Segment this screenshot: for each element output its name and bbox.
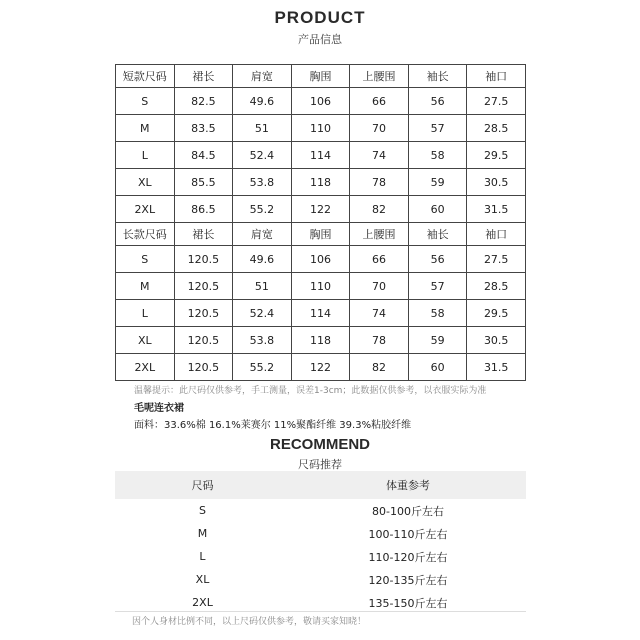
header-cell: 上腰围 xyxy=(350,223,409,246)
recommend-size: L xyxy=(199,550,206,563)
table-cell: 59 xyxy=(408,327,467,354)
product-name: 毛呢连衣裙 xyxy=(134,403,184,414)
table-row xyxy=(116,354,526,381)
header-cell: 肩宽 xyxy=(233,65,292,88)
table-cell: 84.5 xyxy=(174,142,233,169)
table-header-row xyxy=(116,223,526,246)
table-cell: 52.4 xyxy=(233,300,292,327)
table-header-row xyxy=(116,65,526,88)
recommend-row xyxy=(115,499,526,522)
header-cell: 袖长 xyxy=(408,223,467,246)
header-cell: 袖长 xyxy=(408,65,467,88)
long-size-table xyxy=(115,222,526,381)
divider xyxy=(115,611,526,612)
header-size: 尺码 xyxy=(191,479,214,492)
recommend-row xyxy=(115,545,526,568)
table-cell: 82.5 xyxy=(174,88,233,115)
table-row xyxy=(116,169,526,196)
table-cell: XL xyxy=(116,327,175,354)
recommend-size: S xyxy=(199,504,206,517)
table-cell: 110 xyxy=(291,115,350,142)
measurement-note: 温馨提示：此尺码仅供参考，手工测量，误差1-3cm；此数据仅供参考，以衣服实际为准 xyxy=(134,386,487,396)
table-cell: 53.8 xyxy=(233,169,292,196)
table-cell: 120.5 xyxy=(174,246,233,273)
table-cell: 2XL xyxy=(116,196,175,223)
table-cell: S xyxy=(116,246,175,273)
header-cell: 胸围 xyxy=(291,223,350,246)
table-cell: 29.5 xyxy=(467,300,526,327)
table-cell: 120.5 xyxy=(174,300,233,327)
table-cell: 70 xyxy=(350,273,409,300)
table-cell: 28.5 xyxy=(467,115,526,142)
table-cell: 120.5 xyxy=(174,354,233,381)
table-cell: 51 xyxy=(233,115,292,142)
table-cell: 86.5 xyxy=(174,196,233,223)
table-cell: L xyxy=(116,300,175,327)
table-cell: 58 xyxy=(408,142,467,169)
table-cell: 60 xyxy=(408,196,467,223)
table-cell: 78 xyxy=(350,169,409,196)
table-cell: 122 xyxy=(291,354,350,381)
table-cell: 83.5 xyxy=(174,115,233,142)
table-cell: 27.5 xyxy=(467,246,526,273)
table-cell: 57 xyxy=(408,115,467,142)
table-cell: 31.5 xyxy=(467,354,526,381)
table-cell: 66 xyxy=(350,246,409,273)
table-cell: 82 xyxy=(350,354,409,381)
table-cell: 55.2 xyxy=(233,196,292,223)
header-cell: 上腰围 xyxy=(350,65,409,88)
recommend-weight: 120-135斤左右 xyxy=(368,573,448,587)
table-cell: 31.5 xyxy=(467,196,526,223)
table-cell: 52.4 xyxy=(233,142,292,169)
header-cell: 长款尺码 xyxy=(116,223,175,246)
table-cell: 110 xyxy=(291,273,350,300)
recommend-row xyxy=(115,568,526,591)
recommend-weight: 110-120斤左右 xyxy=(368,550,448,564)
table-cell: 57 xyxy=(408,273,467,300)
table-cell: 118 xyxy=(291,327,350,354)
table-row xyxy=(116,196,526,223)
table-cell: 85.5 xyxy=(174,169,233,196)
table-cell: 78 xyxy=(350,327,409,354)
table-cell: 28.5 xyxy=(467,273,526,300)
table-cell: 114 xyxy=(291,300,350,327)
table-cell: 106 xyxy=(291,88,350,115)
footer-note: 因个人身材比例不同，以上尺码仅供参考，敬请买家知晓！ xyxy=(132,617,367,627)
fabric-composition: 面料：33.6%棉 16.1%莱赛尔 11%聚酯纤维 39.3%粘胶纤维 xyxy=(134,420,412,431)
header-cell: 袖口 xyxy=(467,65,526,88)
table-cell: 60 xyxy=(408,354,467,381)
table-cell: 56 xyxy=(408,88,467,115)
table-cell: 27.5 xyxy=(467,88,526,115)
table-cell: 53.8 xyxy=(233,327,292,354)
header-cell: 短款尺码 xyxy=(116,65,175,88)
table-cell: S xyxy=(116,88,175,115)
table-row xyxy=(116,273,526,300)
table-cell: 56 xyxy=(408,246,467,273)
header-cell: 胸围 xyxy=(291,65,350,88)
product-title: PRODUCT xyxy=(274,8,366,27)
table-row xyxy=(116,300,526,327)
table-cell: L xyxy=(116,142,175,169)
table-cell: 49.6 xyxy=(233,246,292,273)
table-cell: 74 xyxy=(350,300,409,327)
table-row xyxy=(116,88,526,115)
table-cell: 2XL xyxy=(116,354,175,381)
header-cell: 裙长 xyxy=(174,65,233,88)
product-subtitle: 产品信息 xyxy=(298,33,342,46)
table-cell: 49.6 xyxy=(233,88,292,115)
recommend-row xyxy=(115,522,526,545)
table-cell: 114 xyxy=(291,142,350,169)
header-cell: 肩宽 xyxy=(233,223,292,246)
table-cell: M xyxy=(116,115,175,142)
header-weight: 体重参考 xyxy=(386,479,430,492)
recommend-table xyxy=(115,471,526,614)
recommend-weight: 100-110斤左右 xyxy=(368,527,448,541)
table-cell: 70 xyxy=(350,115,409,142)
table-cell: 30.5 xyxy=(467,169,526,196)
recommend-size: XL xyxy=(195,573,210,586)
table-cell: 51 xyxy=(233,273,292,300)
table-cell: 55.2 xyxy=(233,354,292,381)
table-cell: 120.5 xyxy=(174,327,233,354)
table-row xyxy=(116,115,526,142)
table-cell: 120.5 xyxy=(174,273,233,300)
table-cell: 58 xyxy=(408,300,467,327)
recommend-subtitle: 尺码推荐 xyxy=(298,458,342,471)
table-cell: 82 xyxy=(350,196,409,223)
table-cell: 118 xyxy=(291,169,350,196)
header-cell: 裙长 xyxy=(174,223,233,246)
table-row xyxy=(116,142,526,169)
table-row xyxy=(116,327,526,354)
recommend-title: RECOMMEND xyxy=(270,436,370,453)
table-cell: 59 xyxy=(408,169,467,196)
table-cell: 29.5 xyxy=(467,142,526,169)
table-cell: 122 xyxy=(291,196,350,223)
table-cell: 66 xyxy=(350,88,409,115)
short-size-table xyxy=(115,64,526,223)
table-row xyxy=(116,246,526,273)
recommend-table-header xyxy=(115,471,526,499)
header-cell: 袖口 xyxy=(467,223,526,246)
table-cell: 106 xyxy=(291,246,350,273)
table-cell: 74 xyxy=(350,142,409,169)
table-cell: M xyxy=(116,273,175,300)
table-cell: 30.5 xyxy=(467,327,526,354)
recommend-size: M xyxy=(197,527,208,540)
recommend-size: 2XL xyxy=(192,596,213,609)
recommend-weight: 80-100斤左右 xyxy=(372,504,444,518)
recommend-weight: 135-150斤左右 xyxy=(368,596,448,610)
table-cell: XL xyxy=(116,169,175,196)
